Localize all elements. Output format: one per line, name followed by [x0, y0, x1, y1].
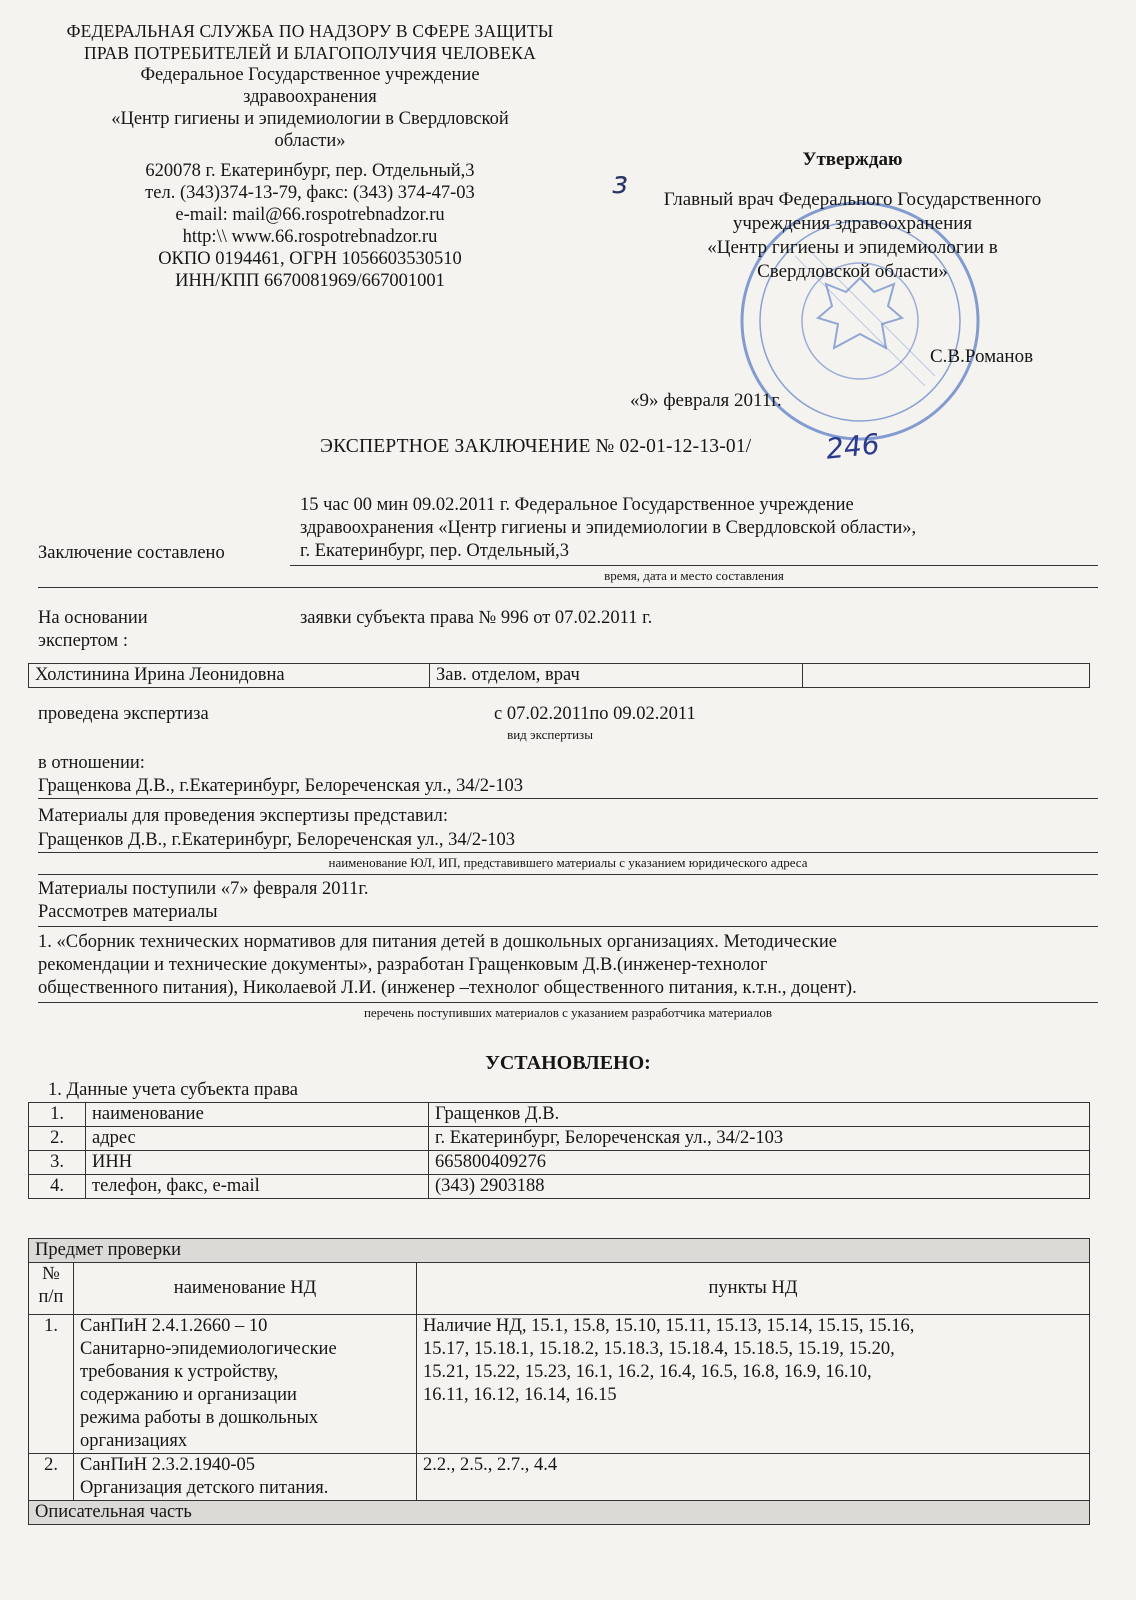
materials-line-2: рекомендации и технические документы», разработан Гращенковым Д.В.(инженер-технолог	[38, 955, 768, 975]
conclusion-line-2: здравоохранения «Центр гигиены и эпидемиологии в Свердловской области»,	[300, 518, 917, 538]
row-number: 2.	[29, 1127, 86, 1151]
table-row	[29, 1103, 1090, 1127]
nd-line: режима работы в дошкольных	[80, 1408, 319, 1428]
points-line: Наличие НД, 15.1, 15.8, 15.10, 15.11, 15.13, 15.14, 15.15, 15.16,	[423, 1316, 915, 1336]
table-row	[29, 1127, 1090, 1151]
points-line: 15.21, 15.22, 15.23, 16.1, 16.2, 16.4, 16.5, 16.8, 16.9, 16.10,	[423, 1362, 872, 1382]
org-phone: тел. (343)374-13-79, факс: (343) 374-47-03	[145, 183, 475, 203]
conclusion-line-3: г. Екатеринбург, пер. Отдельный,3	[300, 541, 570, 561]
org-line-2: здравоохранения	[243, 87, 377, 107]
materials-caption: перечень поступивших материалов с указанием разработчика материалов	[363, 1005, 773, 1020]
conclusion-caption: время, дата и место составления	[604, 568, 784, 583]
expert-empty-cell	[803, 664, 1090, 688]
materials-received: Материалы поступили «7» февраля 2011г.	[38, 879, 369, 899]
row-number: 2.	[29, 1454, 74, 1501]
table-row	[29, 1454, 1090, 1501]
agency-line-1: ФЕДЕРАЛЬНАЯ СЛУЖБА ПО НАДЗОРУ В СФЕРЕ ЗАЩИТЫ	[66, 21, 554, 41]
row-field: адрес	[86, 1127, 429, 1151]
row-value: (343) 2903188	[429, 1175, 1090, 1199]
column-header-points: пункты НД	[417, 1263, 1090, 1315]
approval-date: «9» февраля 2011г.	[630, 390, 782, 411]
regarding-label: в отношении:	[38, 753, 145, 773]
row-number: 3.	[29, 1151, 86, 1175]
row-field: наименование	[86, 1103, 429, 1127]
examination-caption: вид экспертизы	[507, 727, 593, 742]
nd-line: Организация детского питания.	[80, 1478, 329, 1498]
nd-line: организациях	[80, 1431, 188, 1451]
nd-line: Санитарно-эпидемиологические	[80, 1339, 337, 1359]
org-website: http:\\ www.66.rospotrebnadzor.ru	[182, 227, 438, 247]
points-line: 15.17, 15.18.1, 15.18.2, 15.18.3, 15.18.4, 15.18.5, 15.19, 15.20,	[423, 1339, 895, 1359]
column-header-nd: наименование НД	[74, 1263, 417, 1315]
separator-line	[38, 874, 1098, 875]
subject-table	[28, 1102, 1090, 1199]
handwritten-number: 246	[824, 427, 882, 466]
column-header-number-a: №	[42, 1264, 60, 1284]
submitted-underline	[38, 852, 1098, 853]
nd-line: СанПиН 2.4.1.2660 – 10	[80, 1316, 268, 1336]
org-inn: ИНН/КПП 6670081969/667001001	[175, 271, 445, 291]
examination-period: с 07.02.2011по 09.02.2011	[494, 704, 696, 724]
handwritten-mark: з	[612, 166, 628, 201]
row-nd	[74, 1454, 417, 1501]
row-value: г. Екатеринбург, Белореченская ул., 34/2-103	[429, 1127, 1090, 1151]
descriptive-part: Описательная часть	[29, 1501, 1090, 1525]
submitted-label: Материалы для проведения экспертизы представил:	[38, 806, 449, 826]
org-line-3: «Центр гигиены и эпидемиологии в Свердловской	[111, 109, 509, 129]
expert-label: экспертом :	[38, 631, 129, 651]
column-header-number	[29, 1263, 74, 1315]
approval-line-4: Свердловской области»	[757, 261, 948, 282]
table-row	[29, 1151, 1090, 1175]
conclusion-label: Заключение составлено	[38, 543, 225, 563]
basis-label: На основании	[38, 608, 148, 628]
established-heading: УСТАНОВЛЕНО:	[485, 1052, 651, 1074]
column-header-number-b: п/п	[38, 1287, 64, 1307]
row-number: 4.	[29, 1175, 86, 1199]
expert-name: Холстинина Ирина Леонидовна	[29, 664, 430, 688]
inspection-heading: Предмет проверки	[29, 1239, 1090, 1263]
expert-position: Зав. отделом, врач	[430, 664, 803, 688]
org-address: 620078 г. Екатеринбург, пер. Отдельный,3	[145, 161, 475, 181]
row-value: 665800409276	[429, 1151, 1090, 1175]
approval-line-3: «Центр гигиены и эпидемиологии в	[707, 237, 998, 258]
row-number: 1.	[29, 1103, 86, 1127]
table-row	[29, 1501, 1090, 1525]
approval-signer: С.В.Романов	[930, 346, 1034, 367]
table-row	[29, 664, 1090, 688]
materials-underline	[38, 1002, 1098, 1003]
basis-value: заявки субъекта права № 996 от 07.02.2011 г.	[300, 608, 653, 628]
organization-header	[40, 20, 580, 292]
approval-block	[600, 148, 1105, 284]
row-points	[417, 1315, 1090, 1454]
org-okpo: ОКПО 0194461, ОГРН 1056603530510	[158, 249, 462, 269]
submitted-caption: наименование ЮЛ, ИП, представившего материалы с указанием юридического адреса	[328, 855, 808, 870]
row-nd	[74, 1315, 417, 1454]
row-field: ИНН	[86, 1151, 429, 1175]
points-line: 16.11, 16.12, 16.14, 16.15	[423, 1385, 617, 1405]
approval-heading: Утверждаю	[802, 149, 903, 170]
materials-line-3: общественного питания), Николаевой Л.И. (инженер –технолог общественного питания, к.т.н., доцент).	[38, 978, 857, 998]
separator-line	[38, 926, 1098, 927]
approval-line-2: учреждения здравоохранения	[732, 213, 973, 234]
nd-line: содержанию и организации	[80, 1385, 297, 1405]
conclusion-underline	[290, 565, 1098, 566]
nd-line: требования к устройству,	[80, 1362, 279, 1382]
row-value: Гращенков Д.В.	[429, 1103, 1090, 1127]
table-row	[29, 1239, 1090, 1263]
regarding-value: Гращенкова Д.В., г.Екатеринбург, Белореченская ул., 34/2-103	[38, 776, 523, 796]
reviewed-label: Рассмотрев материалы	[38, 902, 218, 922]
row-field: телефон, факс, e-mail	[86, 1175, 429, 1199]
materials-line-1: 1. «Сборник технических нормативов для питания детей в дошкольных организациях. Методические	[38, 932, 838, 952]
nd-line: СанПиН 2.3.2.1940-05	[80, 1455, 255, 1475]
table-row	[29, 1315, 1090, 1454]
agency-line-2: ПРАВ ПОТРЕБИТЕЛЕЙ И БЛАГОПОЛУЧИЯ ЧЕЛОВЕКА	[84, 43, 536, 63]
inspection-table	[28, 1238, 1090, 1525]
examination-label: проведена экспертиза	[38, 704, 209, 724]
org-line-4: области»	[274, 131, 346, 151]
row-points	[417, 1454, 1090, 1501]
document-title: ЭКСПЕРТНОЕ ЗАКЛЮЧЕНИЕ № 02-01-12-13-01/	[320, 436, 752, 457]
subject-data-heading: 1. Данные учета субъекта права	[48, 1080, 298, 1100]
row-number: 1.	[29, 1315, 74, 1454]
table-header-row	[29, 1263, 1090, 1315]
separator-line	[38, 587, 1098, 588]
submitted-value: Гращенков Д.В., г.Екатеринбург, Белореченская ул., 34/2-103	[38, 830, 515, 850]
org-line-1: Федеральное Государственное учреждение	[140, 65, 480, 85]
table-row	[29, 1175, 1090, 1199]
approval-line-1: Главный врач Федерального Государственного	[663, 189, 1042, 210]
points-line: 2.2., 2.5., 2.7., 4.4	[423, 1455, 558, 1475]
expert-table	[28, 663, 1090, 688]
org-email: e-mail: mail@66.rospotrebnadzor.ru	[175, 205, 445, 225]
conclusion-line-1: 15 час 00 мин 09.02.2011 г. Федеральное Государственное учреждение	[300, 495, 854, 515]
regarding-underline	[38, 798, 1098, 799]
